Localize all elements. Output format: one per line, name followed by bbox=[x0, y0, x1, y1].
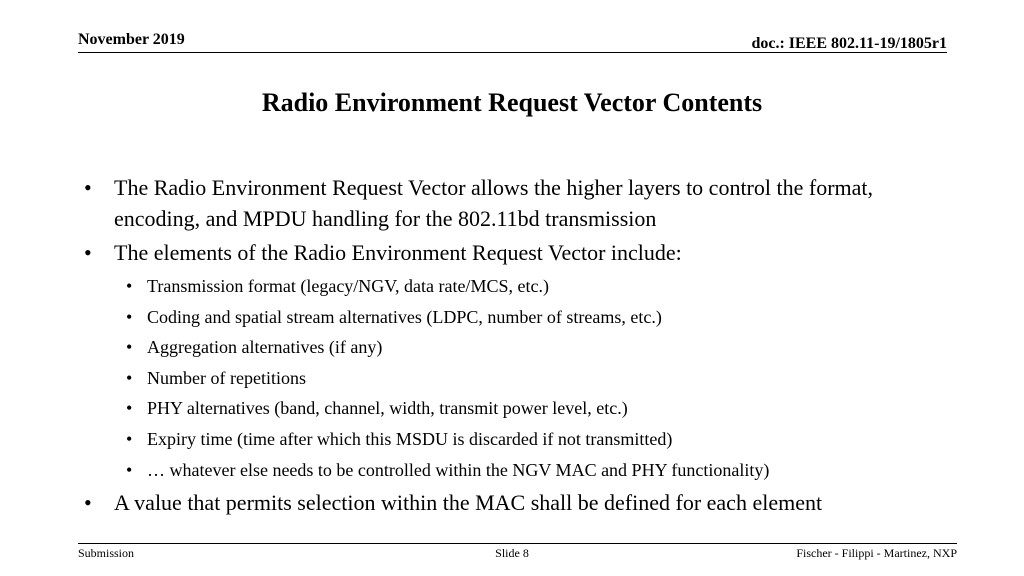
header-doc-id: doc.: IEEE 802.11-19/1805r1 bbox=[751, 35, 947, 52]
header-date: November 2019 bbox=[78, 31, 185, 48]
sub-bullet-item bbox=[84, 424, 954, 455]
bullet-item bbox=[84, 172, 954, 234]
bullet-item bbox=[84, 237, 954, 268]
footer-divider bbox=[78, 543, 957, 544]
footer-authors: Fischer - Filippi - Martinez, NXP bbox=[796, 546, 957, 560]
sub-bullet-text: Transmission format (legacy/NGV, data rate/MCS, etc.) bbox=[147, 276, 549, 296]
bullet-glyph: • bbox=[84, 175, 92, 200]
bullet-text: The elements of the Radio Environment Request Vector include: bbox=[114, 240, 682, 265]
bullet-text: The Radio Environment Request Vector allows the higher layers to control the format, encoding, and MPDU handling for the 802.11bd transmission bbox=[114, 175, 874, 231]
sub-bullet-group bbox=[84, 271, 954, 485]
sub-bullet-text: Expiry time (time after which this MSDU is discarded if not transmitted) bbox=[147, 428, 673, 449]
sub-bullet-text: … whatever else needs to be controlled within the NGV MAC and PHY functionality) bbox=[147, 459, 770, 480]
bullet-list bbox=[84, 172, 954, 521]
sub-bullet-list bbox=[84, 271, 954, 485]
sub-bullet-item bbox=[84, 455, 954, 486]
sub-bullet-text: Coding and spatial stream alternatives (LDPC, number of streams, etc.) bbox=[147, 306, 662, 327]
sub-bullet-text: PHY alternatives (band, channel, width, transmit power level, etc.) bbox=[147, 398, 628, 419]
sub-bullet-glyph: • bbox=[126, 276, 133, 296]
sub-bullet-glyph: • bbox=[126, 459, 133, 480]
bullet-glyph: • bbox=[84, 490, 92, 516]
header-divider bbox=[78, 52, 947, 53]
bullet-item bbox=[84, 487, 954, 518]
footer-submission: Submission bbox=[78, 546, 135, 560]
sub-bullet-glyph: • bbox=[126, 337, 133, 358]
sub-bullet-item bbox=[84, 393, 954, 424]
sub-bullet-glyph: • bbox=[126, 306, 133, 327]
sub-bullet-item bbox=[84, 332, 954, 363]
sub-bullet-item bbox=[84, 302, 954, 333]
bullet-glyph: • bbox=[84, 240, 92, 265]
sub-bullet-text: Number of repetitions bbox=[147, 367, 306, 388]
bullet-text: A value that permits selection within the MAC shall be defined for each element bbox=[114, 490, 823, 516]
sub-bullet-glyph: • bbox=[126, 398, 133, 419]
sub-bullet-glyph: • bbox=[126, 367, 133, 388]
sub-bullet-item bbox=[84, 271, 954, 302]
slide-title: Radio Environment Request Vector Contents bbox=[261, 88, 763, 117]
sub-bullet-item bbox=[84, 363, 954, 394]
sub-bullet-text: Aggregation alternatives (if any) bbox=[147, 337, 383, 358]
footer-slide-number: Slide 8 bbox=[495, 546, 529, 560]
sub-bullet-glyph: • bbox=[126, 428, 133, 449]
